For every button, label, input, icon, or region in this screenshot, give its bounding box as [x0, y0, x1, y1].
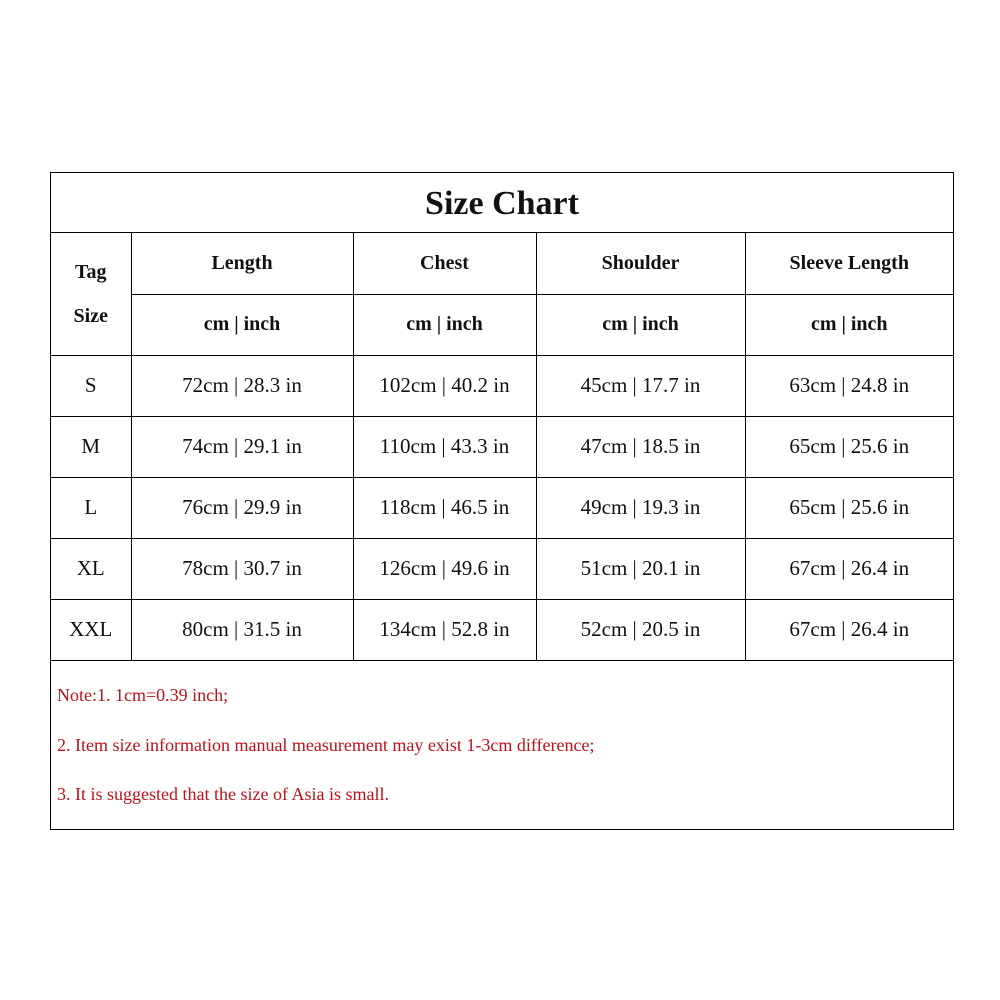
chest-cell: 102cm | 40.2 in [353, 355, 536, 416]
length-cell: 80cm | 31.5 in [131, 599, 353, 660]
size-cell: M [51, 416, 131, 477]
unit-chest: cm | inch [353, 294, 536, 355]
unit-sleeve-length: cm | inch [745, 294, 953, 355]
size-chart [50, 172, 954, 830]
header-row [51, 233, 953, 294]
size-cell: XXL [51, 599, 131, 660]
table-row [51, 477, 953, 538]
length-cell: 74cm | 29.1 in [131, 416, 353, 477]
shoulder-cell: 49cm | 19.3 in [536, 477, 745, 538]
unit-shoulder: cm | inch [536, 294, 745, 355]
column-header-shoulder: Shoulder [536, 233, 745, 294]
sleeve-cell: 65cm | 25.6 in [745, 477, 953, 538]
size-cell: S [51, 355, 131, 416]
title-row [51, 173, 953, 233]
tag-size-line2: Size [73, 304, 108, 327]
unit-length: cm | inch [131, 294, 353, 355]
sleeve-cell: 67cm | 26.4 in [745, 599, 953, 660]
chest-cell: 134cm | 52.8 in [353, 599, 536, 660]
tag-size-header [51, 233, 131, 355]
size-table [51, 233, 953, 661]
table-row [51, 355, 953, 416]
note-line-3: 3. It is suggested that the size of Asia is small. [57, 783, 389, 804]
sleeve-cell: 63cm | 24.8 in [745, 355, 953, 416]
chest-cell: 126cm | 49.6 in [353, 538, 536, 599]
size-cell: XL [51, 538, 131, 599]
size-cell: L [51, 477, 131, 538]
table-row [51, 416, 953, 477]
length-cell: 76cm | 29.9 in [131, 477, 353, 538]
shoulder-cell: 52cm | 20.5 in [536, 599, 745, 660]
sleeve-cell: 65cm | 25.6 in [745, 416, 953, 477]
column-header-chest: Chest [353, 233, 536, 294]
note-line-2: 2. Item size information manual measurement may exist 1-3cm difference; [57, 734, 595, 755]
notes-section [51, 661, 953, 829]
tag-size-line1: Tag [74, 260, 107, 283]
table-row [51, 599, 953, 660]
column-header-length: Length [131, 233, 353, 294]
chest-cell: 110cm | 43.3 in [353, 416, 536, 477]
table-row [51, 538, 953, 599]
chest-cell: 118cm | 46.5 in [353, 477, 536, 538]
chart-title: Size Chart [425, 184, 579, 222]
column-header-sleeve-length: Sleeve Length [745, 233, 953, 294]
unit-row [51, 294, 953, 355]
length-cell: 72cm | 28.3 in [131, 355, 353, 416]
sleeve-cell: 67cm | 26.4 in [745, 538, 953, 599]
shoulder-cell: 51cm | 20.1 in [536, 538, 745, 599]
shoulder-cell: 47cm | 18.5 in [536, 416, 745, 477]
note-line-1: Note:1. 1cm=0.39 inch; [57, 684, 229, 705]
length-cell: 78cm | 30.7 in [131, 538, 353, 599]
shoulder-cell: 45cm | 17.7 in [536, 355, 745, 416]
